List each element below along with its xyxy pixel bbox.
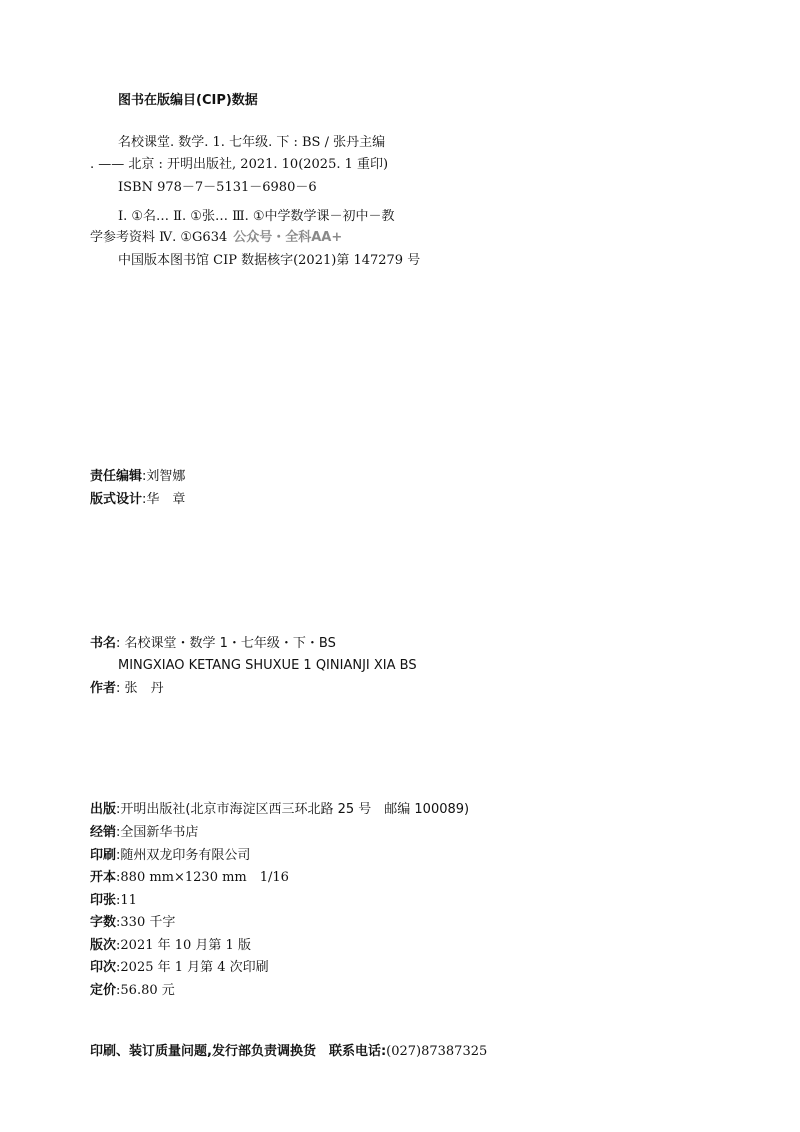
editor-row	[90, 469, 185, 485]
cip-classification-text: 学参考资料 Ⅳ. ①G634	[90, 230, 228, 245]
contact-phone: (027)87387325	[386, 1044, 488, 1059]
sheets-row	[90, 893, 137, 909]
publisher-value: :开明出版社(北京市海淀区西三环北路 25 号 邮编 100089)	[116, 802, 470, 817]
editor-value: :刘智娜	[142, 469, 186, 484]
publisher-label: 出版	[90, 802, 117, 817]
format-value: :880 mm×1230 mm 1/16	[116, 870, 289, 885]
author-label: 作者	[90, 681, 117, 696]
editor-label: 责任编辑	[90, 469, 143, 484]
cip-isbn: ISBN 978－7－5131－6980－6	[118, 180, 317, 195]
publisher-row	[90, 802, 469, 818]
distributor-label: 经销	[90, 825, 117, 840]
impression-row	[90, 960, 269, 976]
cip-record-number: 中国版本图书馆 CIP 数据核字(2021)第 147279 号	[118, 253, 421, 268]
watermark-text: 公众号・全科AA+	[233, 230, 343, 245]
distributor-value: :全国新华书店	[116, 825, 199, 840]
edition-label: 版次	[90, 938, 117, 953]
cip-classification-line-2	[90, 230, 342, 246]
price-value: :56.80 元	[116, 983, 175, 998]
sheets-label: 印张	[90, 893, 117, 908]
price-row	[90, 983, 175, 999]
words-label: 字数	[90, 915, 117, 930]
book-title-row	[90, 636, 336, 652]
words-value: :330 千字	[116, 915, 176, 930]
book-title-pinyin: MINGXIAO KETANG SHUXUE 1 QINIANJI XIA BS	[118, 658, 417, 673]
cip-line-2: . —— 北京 : 开明出版社, 2021. 10(2025. 1 重印)	[90, 157, 389, 172]
impression-value: :2025 年 1 月第 4 次印刷	[116, 960, 269, 975]
distributor-row	[90, 825, 198, 841]
edition-row	[90, 938, 251, 954]
words-row	[90, 915, 175, 931]
edition-value: :2021 年 10 月第 1 版	[116, 938, 251, 953]
quality-notice-row	[90, 1044, 487, 1060]
design-value: :华 章	[142, 492, 186, 507]
book-title-value: : 名校课堂・数学 1・七年级・下・BS	[116, 636, 336, 651]
design-row	[90, 492, 185, 508]
cip-heading: 图书在版编目(CIP)数据	[118, 93, 258, 108]
author-value: : 张 丹	[116, 681, 164, 696]
sheets-value: :11	[116, 893, 137, 908]
printer-row	[90, 848, 250, 864]
format-row	[90, 870, 289, 886]
author-row	[90, 681, 164, 697]
book-title-label: 书名	[90, 636, 117, 651]
price-label: 定价	[90, 983, 117, 998]
printer-label: 印刷	[90, 848, 117, 863]
cip-line-1: 名校课堂. 数学. 1. 七年级. 下 : BS / 张丹主编	[118, 135, 386, 150]
format-label: 开本	[90, 870, 117, 885]
quality-notice-text: 印刷、装订质量问题,发行部负责调换货 联系电话:	[90, 1044, 387, 1059]
impression-label: 印次	[90, 960, 117, 975]
design-label: 版式设计	[90, 492, 143, 507]
printer-value: :随州双龙印务有限公司	[116, 848, 251, 863]
cip-classification-line-1: Ⅰ. ①名… Ⅱ. ①张… Ⅲ. ①中学数学课－初中－教	[118, 209, 395, 224]
